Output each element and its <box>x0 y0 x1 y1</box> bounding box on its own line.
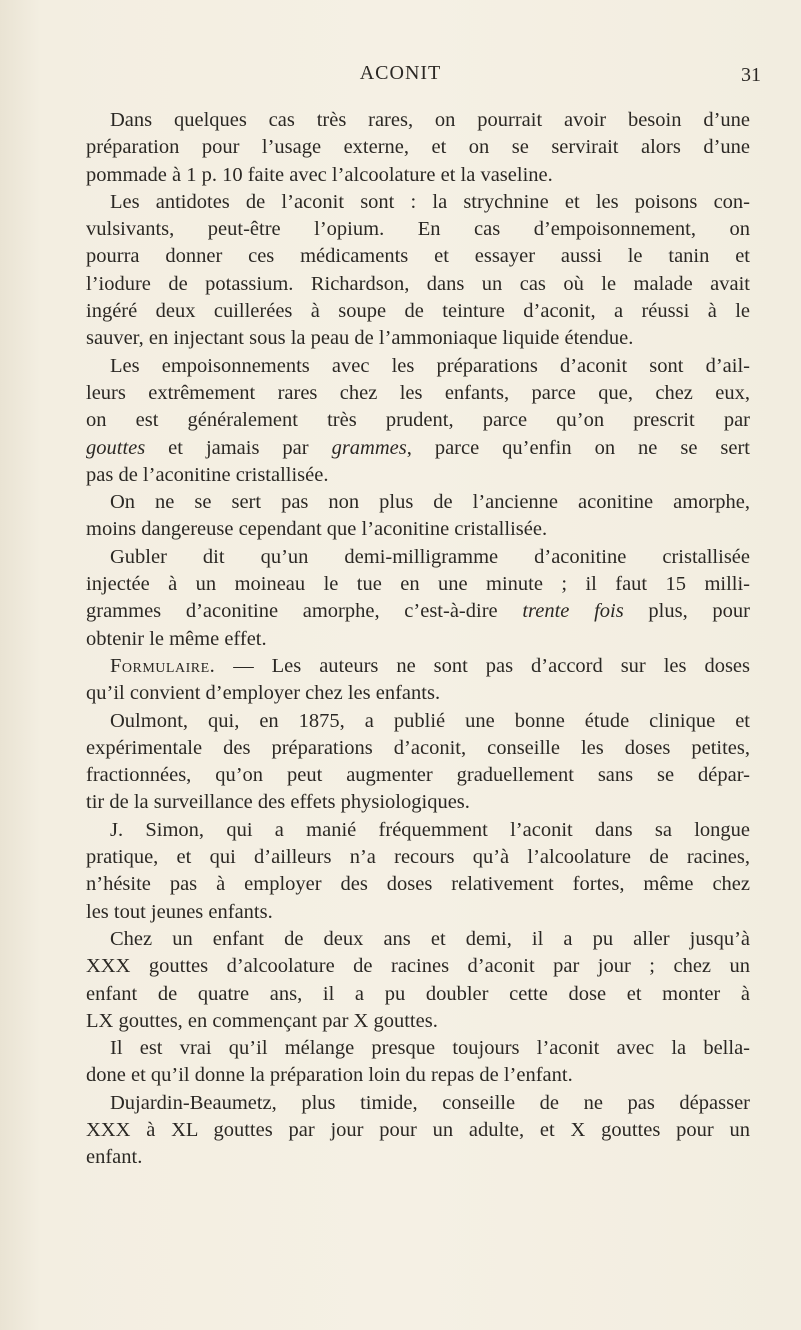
text-line: les tout jeunes enfants. <box>86 900 273 923</box>
text-line: XXX à XL gouttes par jour pour un adulte, et X gouttes pour un <box>86 1118 750 1141</box>
paragraph <box>86 489 750 544</box>
text-line: moins dangereuse cependant que l’aconitine cristallisée. <box>86 518 548 541</box>
text-line: enfant. <box>86 1146 143 1169</box>
text-line: pourra donner ces médicaments et essayer aussi le tanin et <box>86 245 750 268</box>
paragraph <box>86 353 750 489</box>
italic-term: trente fois <box>522 600 624 623</box>
text-line: l’iodure de potassium. Richardson, dans un cas où le malade avait <box>86 272 750 295</box>
text-line: expérimentale des préparations d’aconit, conseille les doses petites, <box>86 736 750 759</box>
text-line: J. Simon, qui a manié fréquemment l’aconit dans sa longue <box>110 818 750 841</box>
text-line: Formulaire. — Les auteurs ne sont pas d’accord sur les doses <box>110 654 750 677</box>
text-line: fractionnées, qu’on peut augmenter graduellement sans se dépar- <box>86 764 750 787</box>
text-line: Il est vrai qu’il mélange presque toujours l’aconit avec la bella- <box>110 1037 750 1060</box>
paragraph <box>86 708 750 817</box>
text-line: vulsivants, peut-être l’opium. En cas d’empoisonnement, on <box>86 218 750 241</box>
text-line: leurs extrêmement rares chez les enfants, parce que, chez eux, <box>86 381 750 404</box>
paragraph <box>86 189 750 353</box>
page-number: 31 <box>741 64 761 86</box>
text-line: pommade à 1 p. 10 faite avec l’alcoolature et la vaseline. <box>86 163 553 186</box>
text-line: Chez un enfant de deux ans et demi, il a pu aller jusqu’à <box>110 927 750 950</box>
text-line: pratique, et qui d’ailleurs n’a recours qu’à l’alcoolature de racines, <box>86 846 750 869</box>
text-line: Gubler dit qu’un demi-milligramme d’aconitine cristallisée <box>110 545 750 568</box>
paragraph <box>86 653 750 708</box>
running-title: ACONIT <box>359 62 442 84</box>
text-line: On ne se sert pas non plus de l’ancienne aconitine amorphe, <box>110 491 750 514</box>
paragraph <box>86 107 750 189</box>
text-line: XXX gouttes d’alcoolature de racines d’aconit par jour ; chez un <box>86 955 750 978</box>
text-line: Les empoisonnements avec les préparations d’aconit sont d’ail- <box>110 354 750 377</box>
section-heading: Formulaire. <box>110 654 216 677</box>
text-line: tir de la surveillance des effets physiologiques. <box>86 791 470 814</box>
text-line: Dujardin-Beaumetz, plus timide, conseille de ne pas dépasser <box>110 1091 750 1114</box>
text-line: sauver, en injectant sous la peau de l’ammoniaque liquide étendue. <box>86 327 634 350</box>
text-line: enfant de quatre ans, il a pu doubler cette dose et monter à <box>86 982 750 1005</box>
text-line: done et qu’il donne la préparation loin du repas de l’enfant. <box>86 1064 573 1087</box>
text-line: gouttes et jamais par grammes, parce qu’enfin on ne se sert <box>86 436 750 459</box>
text-line: ingéré deux cuillerées à soupe de teinture d’aconit, a réussi à le <box>86 300 750 323</box>
body-text <box>86 107 750 1172</box>
text-line: préparation pour l’usage externe, et on se servirait alors d’une <box>86 136 750 159</box>
text-line: Dans quelques cas très rares, on pourrait avoir besoin d’une <box>110 109 750 131</box>
text-line: injectée à un moineau le tue en une minute ; il faut 15 milli- <box>86 573 750 596</box>
text-line: LX gouttes, en commençant par X gouttes. <box>86 1009 438 1032</box>
page-header <box>0 62 801 92</box>
paragraph <box>86 544 750 653</box>
paragraph <box>86 926 750 1035</box>
text-line: Oulmont, qui, en 1875, a publié une bonne étude clinique et <box>110 709 750 732</box>
text-line: on est généralement très prudent, parce qu’on prescrit par <box>86 409 750 432</box>
text-line: pas de l’aconitine cristallisée. <box>86 463 329 486</box>
text-line: Les antidotes de l’aconit sont : la strychnine et les poisons con- <box>110 190 750 213</box>
italic-term: gouttes <box>86 436 146 459</box>
text-line: n’hésite pas à employer des doses relativement fortes, même chez <box>86 873 750 896</box>
paragraph <box>86 1090 750 1172</box>
text-line: obtenir le même effet. <box>86 627 267 650</box>
italic-term: grammes <box>331 436 407 459</box>
paragraph <box>86 1035 750 1090</box>
text-line: qu’il convient d’employer chez les enfants. <box>86 682 441 705</box>
paragraph <box>86 817 750 926</box>
text-line: grammes d’aconitine amorphe, c’est-à-dire trente fois plus, pour <box>86 600 750 623</box>
